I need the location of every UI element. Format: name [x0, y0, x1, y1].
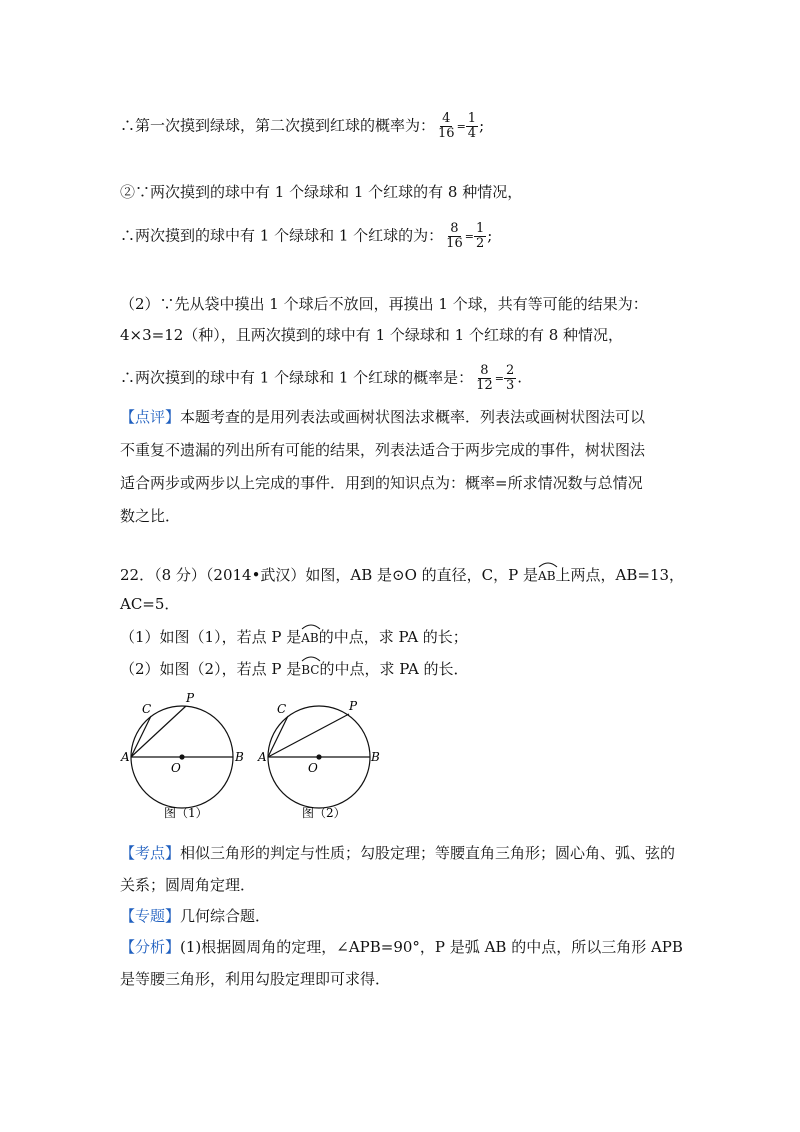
fraction-1-2: $\frac{1}{2}$ — [475, 221, 485, 251]
fraction-4-16: $\frac{4}{16}$ — [438, 111, 455, 141]
prob-one-green-one-red: ∴两次摸到的球中有 1 个绿球和 1 个红球的为： $\frac{8}{16}$ = $\frac{1}{2}$ ; — [120, 221, 493, 251]
chord-ap-1 — [131, 706, 186, 757]
kaodian-line1: 【考点】相似三角形的判定与性质；勾股定理；等腰直角三角形；圆心角、弧、弦的 — [120, 844, 676, 862]
fraction-2-3: $\frac{2}{3}$ — [505, 363, 515, 393]
label-o-2: O — [308, 761, 318, 775]
case-count-line: ②∵两次摸到的球中有 1 个绿球和 1 个红球的有 8 种情况， — [120, 183, 523, 201]
comment-tag: 【点评】 — [120, 408, 181, 426]
arc-mark-icon — [301, 622, 321, 630]
arc-ab: AB — [538, 562, 555, 586]
label-p-1: P — [186, 691, 195, 705]
label-b-2: B — [371, 750, 380, 764]
zhuanti-tag: 【专题】 — [120, 907, 181, 925]
fenxi-line2: 是等腰三角形，利用勾股定理即可求得． — [120, 970, 391, 988]
comment-line4: 数之比． — [120, 507, 181, 525]
geometry-figures — [118, 688, 398, 828]
zhuanti-line: 【专题】几何综合题． — [120, 907, 271, 925]
comment-line2: 不重复不遗漏的列出所有可能的结果，列表法适合于两步完成的事件，树状图法 — [120, 441, 646, 459]
fraction-1-4: $\frac{1}{4}$ — [467, 111, 477, 141]
fraction-8-16: $\frac{8}{16}$ — [446, 221, 463, 251]
kaodian-line2: 关系；圆周角定理． — [120, 876, 256, 894]
comment-line1: 【点评】本题考查的是用列表法或画树状图法求概率．列表法或画树状图法可以 — [120, 408, 646, 426]
label-a-2: A — [258, 750, 267, 764]
q22-line2: AC=5． — [120, 595, 180, 613]
comment-line3: 适合两步或两步以上完成的事件．用到的知识点为：概率=所求情况数与总情况 — [120, 474, 643, 492]
q22-sub2: （2）如图（2），若点 P 是 BC的中点，求 PA 的长． — [120, 656, 469, 680]
part2-line1: （2）∵先从袋中摸出 1 个球后不放回，再摸出 1 个球，共有等可能的结果为： — [120, 295, 648, 313]
q22-sub1: （1）如图（1），若点 P 是 AB的中点，求 PA 的长； — [120, 624, 468, 648]
arc-mark-icon — [538, 560, 558, 568]
caption-fig2: 图（2） — [302, 806, 346, 820]
label-c-2: C — [277, 702, 287, 716]
label-b-1: B — [235, 750, 244, 764]
arc-mark-icon — [301, 654, 321, 662]
q22-line1: 22．（8 分）（2014•武汉）如图，AB 是⊙O 的直径，C，P 是 AB上两点，AB=13， — [120, 562, 684, 586]
figure-2 — [257, 699, 380, 820]
label-o-1: O — [171, 761, 181, 775]
fenxi-tag: 【分析】 — [120, 938, 181, 956]
label-a-1: A — [121, 750, 130, 764]
center-dot-2 — [316, 754, 321, 759]
label-c-1: C — [142, 702, 152, 716]
kaodian-tag: 【考点】 — [120, 844, 181, 862]
center-dot-1 — [179, 754, 184, 759]
fraction-8-12: $\frac{8}{12}$ — [476, 363, 493, 393]
chord-ap-2 — [268, 714, 349, 757]
chord-ac-1 — [131, 716, 151, 757]
prob-green-then-red: ∴第一次摸到绿球，第二次摸到红球的概率为： $\frac{4}{16}$ = $\frac{1}{4}$ ; — [120, 111, 485, 141]
chord-ac-2 — [268, 716, 288, 757]
arc-ab-sub1: AB — [301, 624, 318, 648]
label-p-2: P — [349, 699, 358, 713]
part2-line2: 4×3=12（种），且两次摸到的球中有 1 个绿球和 1 个红球的有 8 种情况， — [120, 326, 624, 344]
part2-result: ∴两次摸到的球中有 1 个绿球和 1 个红球的概率是： $\frac{8}{12}$ = $\frac{2}{3}$ . — [120, 363, 522, 393]
fenxi-line1: 【分析】(1)根据圆周角的定理，∠APB=90°，P 是弧 AB 的中点，所以三角形 APB — [120, 938, 683, 956]
figure-1 — [120, 691, 244, 820]
caption-fig1: 图（1） — [164, 806, 208, 820]
arc-bc-sub2: BC — [301, 656, 319, 680]
